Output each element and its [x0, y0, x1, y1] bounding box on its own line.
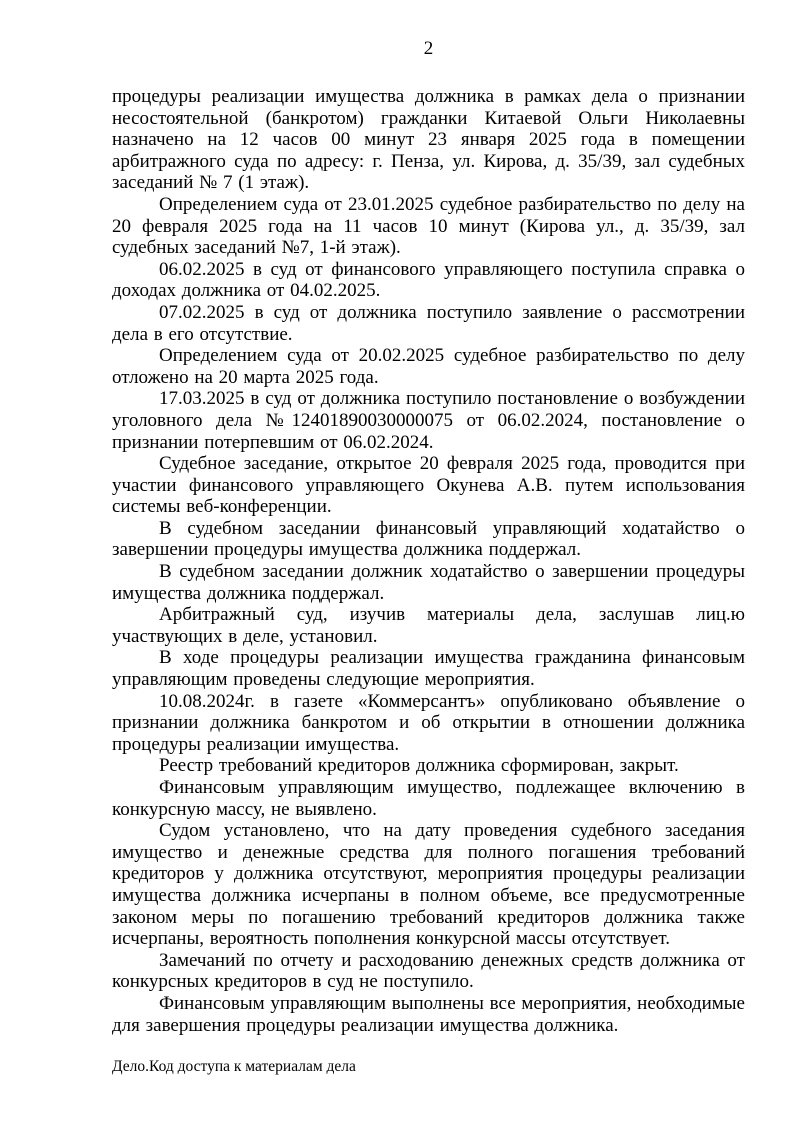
- paragraph: Судебное заседание, открытое 20 февраля 2025 года, проводится при участии финансового управляющего Окунева А.В. путем использования системы веб-конференции.: [112, 453, 745, 518]
- paragraph: Судом установлено, что на дату проведения судебного заседания имущество и денежные средства для полного погашения требований кредиторов у должника отсутствуют, мероприятия процедуры реализации имущества должника исчерпаны в полном объеме, все предусмотренные законом меры по погашению требований кредиторов должника также исчерпаны, вероятность пополнения конкурсной массы отсутствует.: [112, 820, 745, 950]
- page-number: 2: [423, 38, 434, 59]
- paragraph: 10.08.2024г. в газете «Коммерсантъ» опубликовано объявление о признании должника банкротом и об открытии в отношении должника процедуры реализации имущества.: [112, 690, 745, 755]
- paragraph: Определением суда от 20.02.2025 судебное разбирательство по делу отложено на 20 марта 2025 года.: [112, 345, 745, 388]
- paragraph: 07.02.2025 в суд от должника поступило заявление о рассмотрении дела в его отсутствие.: [112, 301, 745, 345]
- paragraph: Финансовым управляющим выполнены все мероприятия, необходимые для завершения процедуры реализации имущества должника.: [112, 992, 745, 1036]
- paragraph: В судебном заседании финансовый управляющий ходатайство о завершении процедуры имущества должника поддержал.: [112, 517, 745, 561]
- footer-note: Дело.Код доступа к материалам дела: [112, 1058, 356, 1076]
- paragraph: В судебном заседании должник ходатайство о завершении процедуры имущества должника поддержал.: [112, 561, 745, 604]
- paragraph: Арбитражный суд, изучив материалы дела, заслушав лиц.ю участвующих в деле, установил.: [112, 604, 745, 647]
- paragraph: процедуры реализации имущества должника в рамках дела о признании несостоятельной (банкротом) гражданки Китаевой Ольги Николаевны назначено на 12 часов 00 минут 23 января 2025 года в помещении арбитражного суда по адресу: г. Пенза, ул. Кирова, д. 35/39, зал судебных заседаний № 7 (1 этаж).: [112, 86, 745, 194]
- paragraph: В ходе процедуры реализации имущества гражданина финансовым управляющим проведены следующие мероприятия.: [112, 647, 745, 691]
- paragraph: 06.02.2025 в суд от финансового управляющего поступила справка о доходах должника от 04.02.2025.: [112, 258, 745, 302]
- document-body: [112, 86, 745, 1036]
- paragraph: Реестр требований кредиторов должника сформирован, закрыт.: [159, 755, 679, 777]
- paragraph: 17.03.2025 в суд от должника поступило постановление о возбуждении уголовного дела №12401890030000075 от 06.02.2024, постановление о признании потерпевшим от 06.02.2024.: [112, 388, 745, 453]
- paragraph: Финансовым управляющим имущество, подлежащее включению в конкурсную массу, не выявлено.: [112, 777, 745, 820]
- paragraph: Определением суда от 23.01.2025 судебное разбирательство по делу на 20 февраля 2025 года на 11 часов 10 минут (Кирова ул., д. 35/39, зал судебных заседаний №7, 1-й этаж).: [112, 193, 745, 259]
- paragraph: Замечаний по отчету и расходованию денежных средств должника от конкурсных кредиторов в суд не поступило.: [112, 949, 745, 993]
